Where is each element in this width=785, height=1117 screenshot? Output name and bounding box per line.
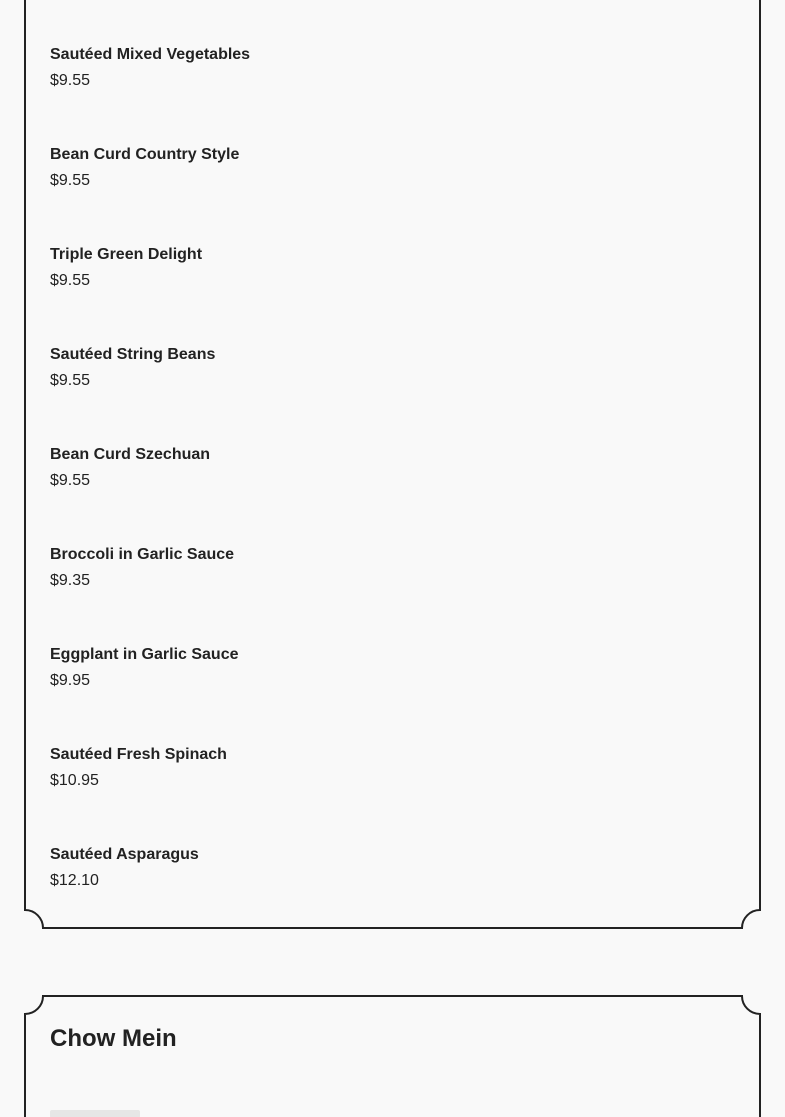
menu-item[interactable] <box>50 46 730 146</box>
menu-item-price: $9.55 <box>50 72 91 89</box>
menu-item-price: $9.55 <box>50 172 91 189</box>
menu-item[interactable] <box>50 746 730 846</box>
menu-item-name: Sautéed Asparagus <box>50 846 199 863</box>
menu-item[interactable] <box>50 146 730 246</box>
menu-item[interactable] <box>50 846 730 946</box>
menu-item-price: $9.95 <box>50 672 91 689</box>
menu-item-name: Bean Curd Country Style <box>50 146 240 163</box>
menu-item-price: $9.55 <box>50 272 91 289</box>
menu-item-name: Sautéed Fresh Spinach <box>50 746 227 763</box>
menu-item[interactable] <box>50 446 730 546</box>
menu-item-list <box>50 46 730 946</box>
menu-item[interactable] <box>50 346 730 446</box>
menu-item-name: Eggplant in Garlic Sauce <box>50 646 239 663</box>
menu-item-price: $9.35 <box>50 572 91 589</box>
menu-item-name: Triple Green Delight <box>50 246 203 263</box>
section-title: Chow Mein <box>50 1025 177 1052</box>
menu-card-vegetables <box>24 0 761 930</box>
card-border <box>24 995 761 1117</box>
menu-item-name: Broccoli in Garlic Sauce <box>50 546 235 563</box>
menu-item[interactable] <box>50 546 730 646</box>
menu-item[interactable] <box>50 646 730 746</box>
menu-item-cut-off <box>50 1110 140 1117</box>
menu-item-price: $10.95 <box>50 772 99 789</box>
menu-card-chow-mein <box>24 995 761 1117</box>
menu-item-name: Bean Curd Szechuan <box>50 446 211 463</box>
menu-item-name: Sautéed String Beans <box>50 346 216 363</box>
menu-item-price: $9.55 <box>50 372 91 389</box>
menu-item-price: $12.10 <box>50 872 99 889</box>
menu-item[interactable] <box>50 246 730 346</box>
menu-item-name: Sautéed Mixed Vegetables <box>50 46 251 63</box>
menu-item-price: $9.55 <box>50 472 91 489</box>
